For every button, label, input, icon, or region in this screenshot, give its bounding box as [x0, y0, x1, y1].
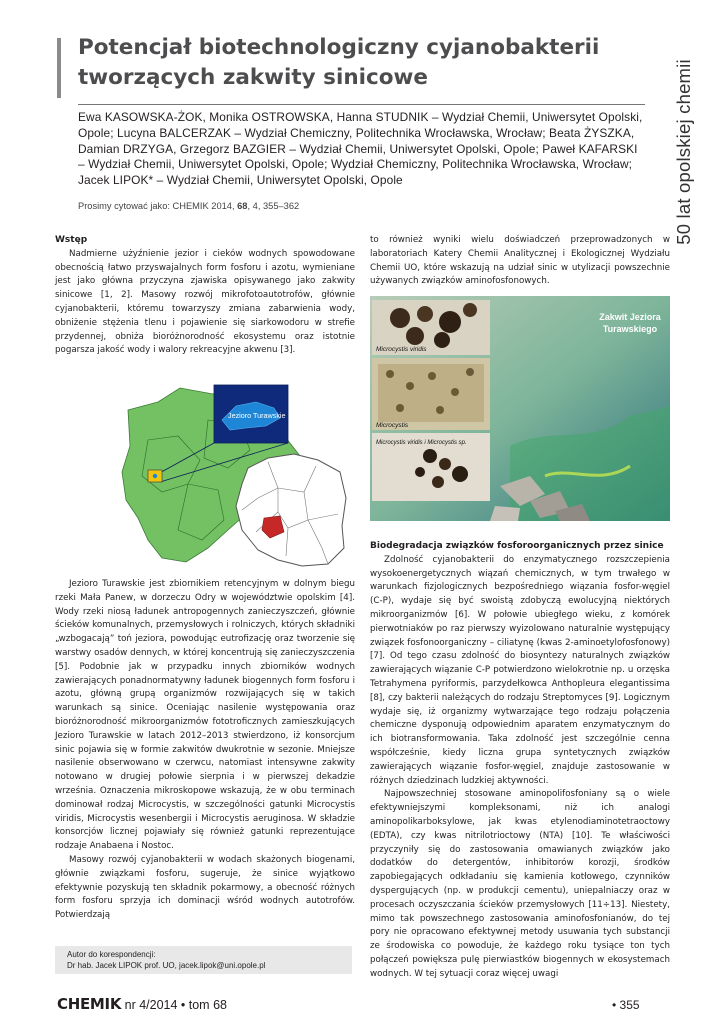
column-1-body — [55, 578, 355, 923]
cite-prefix: Prosimy cytować jako: CHEMIK 2014, — [78, 201, 238, 211]
micrograph-panel-3 — [372, 433, 490, 501]
side-banner — [664, 32, 704, 272]
journal-name: CHEMIK — [57, 995, 122, 1013]
column-1-intro — [55, 234, 355, 358]
map-figure — [118, 380, 350, 570]
side-banner-label: 50 lat opolskiej chemii — [673, 59, 694, 245]
author-list: Ewa KASOWSKA-ŻOK, Monika OSTROWSKA, Hanna STUDNIK – Wydział Chemii, Uniwersytet Opolski, Opole; Lucyna BALCERZAK – Wydział Chemiczny, Politechnika Wrocławska, Wrocław; Beata ŻYSZKA, Damian DRZYGA, Grzegorz BAZGIER – Wydział Chemii, Uniwersytet Opolski, Opole; Paweł KAFARSKI – Wydział Chemii, Uniwersytet Opolski, Opole; Wydział Chemiczny, Politechnika Wrocławska, Wrocław; Jacek LIPOK* – Wydział Chemii, Uniwersytet Opolski, Opole — [78, 110, 643, 188]
micrograph-label-2: Microcystis — [376, 422, 409, 429]
cite-suffix: , 4, 355–362 — [247, 201, 300, 211]
section-heading-intro: Wstęp — [55, 235, 88, 245]
column-2-intro — [370, 234, 670, 289]
footer-journal — [57, 995, 227, 1014]
title-rule — [78, 104, 645, 105]
correspondence-heading: Autor do korespondencji: — [67, 950, 156, 959]
bloom-photo-figure — [370, 296, 670, 521]
title-accent-bar — [57, 38, 61, 98]
micrograph-label-3: Microcystis viridis i Microcystis sp. — [376, 440, 467, 446]
photo-title-line2: Turawskiego — [602, 324, 658, 334]
photo-title-line1: Zakwit Jeziora — [599, 312, 661, 322]
aminophosphonate-paragraph: Najpowszechniej stosowane aminopolifosfoniany są o wiele efektywniejszymi kompleksonami, niż ich analogi aminopolikarboksylowe, jak kwas etylenodiaminotetraoctowy (EDTA), czy kwas nitrilotrioctowy (NTA) [10]. Te właściwości przyczyniły się do zastosowania omawianych związków jako dodatków do detergentów, inhibitorów korozji, środków zapobiegających odkładaniu się kamienia kotłowego, czynników dyspergujących (np. w produkcji cementu), uniepalniaczy oraz w procesach oczyszczania ścieków przemysłowych [11÷13]. Niestety, mimo tak powszechnego zastosowania aminofosfonianów, do tej pory nie opracowano efektywnej metody usuwania tych substancji ze środowiska co powoduje, że każdego roku tysiące ton tych połączeń powiększa pulę pierwiastków biogennych w ekosystemach wodnych. W tej sytuacji coraz więcej uwagi — [370, 789, 670, 979]
lake-label: Jezioro Turawskie — [228, 411, 286, 420]
correspondence-contact: Dr hab. Jacek LIPOK prof. UO, jacek.lipok@uni.opole.pl — [67, 961, 266, 970]
micrograph-panel-1 — [372, 300, 490, 355]
article-title: Potencjał biotechnologiczny cyjanobakterii tworzących zakwity sinicowe — [78, 35, 600, 90]
correspondence-box — [55, 946, 352, 974]
continuation-paragraph: to również wyniki wielu doświadczeń przeprowadzonych w laboratoriach Katery Chemii Analitycznej i Ekologicznej Wydziału Chemii UO, które wskazują na udział sinic w utylizacji powszechnie używanych związków aminofosfonowych. — [370, 235, 670, 287]
citation-line — [78, 201, 299, 211]
column-2-body — [370, 540, 670, 982]
section-heading-biodegradation: Biodegradacja związków fosforoorganicznych przez sinice — [370, 541, 664, 551]
micrograph-label-1: Microcystis viridis — [376, 346, 427, 353]
page-number: • 355 — [612, 998, 640, 1012]
lake-location-dot — [153, 474, 157, 478]
intro-paragraph: Nadmierne użyźnienie jezior i cieków wodnych spowodowane obecnością łatwo przyswajalnych form fosforu i azotu, wymieniane jest jako główna przyczyna zjawiska opisywanego jako zakwity sinicowe [1, 2]. Masowy rozwój mikrofotoautotrofów, głównie cyjanobakterii, któremu towarzyszy zmiana zabarwienia wody, obniżenie stężenia tlenu i pojawienie się siarkowodoru w strefie przydennej, obniża bioróżnorodność ekosystemu oraz istotnie pogarsza jakość wody i walory rekreacyjne akwenu [3]. — [55, 248, 355, 356]
micrograph-panel-2 — [372, 358, 490, 430]
issue-info: nr 4/2014 • tom 68 — [121, 998, 227, 1012]
lake-paragraph: Jezioro Turawskie jest zbiornikiem retencyjnym w dolnym biegu rzeki Mała Panew, w dorzeczu Odry w województwie opolskim [4]. Wody rzeki niosą ładunek antropogennych zanieczyszczeń, głównie ścieków komunalnych, przemysłowych i rolniczych, których składniki „wzbogacają” toń jeziora, powodując eutrofizację oraz tworzenie się warstwy osadów dennych, w której koncentrują się zanieczyszczenia [5]. Podobnie jak w przypadku innych zbiorników wodnych zawierających ponadnormatywny ładunek biogennych form fosforu i azotu, główną grupą organizmów rozwijających się w takich warunkach są sinice. Oceniając nasilenie występowania oraz bioróżnorodność mikroorganizmów fototroficznych zamieszkujących Jezioro Turawskie w latach 2012–2013 stwierdzono, iż konsorcjum sinic pojawia się w formie zakwitów dwukrotnie w sezonie. Mniejsze nasilenie obserwowano w czerwcu, natomiast intensywne zakwity notowano w drugiej połowie sierpnia i w pierwszej dekadzie września. Oznaczenia mikroskopowe wskazują, że w obu terminach dominował rodzaj Microcystis, w szczególności gatunki Microcystis viridis, Microcystis wesenbergii i Microcystis aeruginosa. W składzie konsorcjów licznej pojawiały się również gatunki reprezentujące rodzaje Anabaena i Nostoc. — [55, 579, 355, 852]
growth-paragraph: Masowy rozwój cyjanobakterii w wodach skażonych biogenami, głównie związkami fosforu, sugeruje, że sinice wyjątkowo efektywnie pozyskują ten składnik pokarmowy, a obecność różnych form fosforu sprzyja ich dominacji wśród wodnych autotrofów. Potwierdzają — [55, 854, 355, 921]
biodegradation-paragraph: Zdolność cyjanobakterii do enzymatycznego rozszczepienia wysokoenergetycznych wiązań chemicznych, w tym trwałego w warunkach fizjologicznych bezpośredniego wiązania fosfor-węgiel (C-P), wydaje się być swoistą zdobyczą ewolucyjną niektórych mikroorganizmów [6]. W połowie ubiegłego wieku, z komórek pierwotniaków po raz pierwszy wyizolowano naturalnie występujący związek fosfonoorganiczny – ciliatynę (kwas 2-aminoetylofosfonowy) [7]. Od tego czasu zdolność do biosyntezy naturalnych związków zawierających wiązanie C-P potwierdzono wielokrotnie np. u orzęska Tetrahymena pyriformis, parzydełkowca Anthopleura elegantissima [8], czy bakterii należących do rodzaju Streptomyces [9]. Logicznym wydaje się, iż organizmy wytwarzające tego rodzaju połączenia chemiczne dysponują odpowiednim aparatem enzymatycznym do ich biotransformowania. Taka zdolność jest szczególnie cenna współcześnie, kiedy liczna grupa syntetycznych związków zawierających wiązanie fosfor-węgiel, znajduje zastosowanie w różnych dziedzinach ludzkiej aktywności. — [370, 554, 670, 786]
cite-volume: 68 — [237, 201, 248, 211]
